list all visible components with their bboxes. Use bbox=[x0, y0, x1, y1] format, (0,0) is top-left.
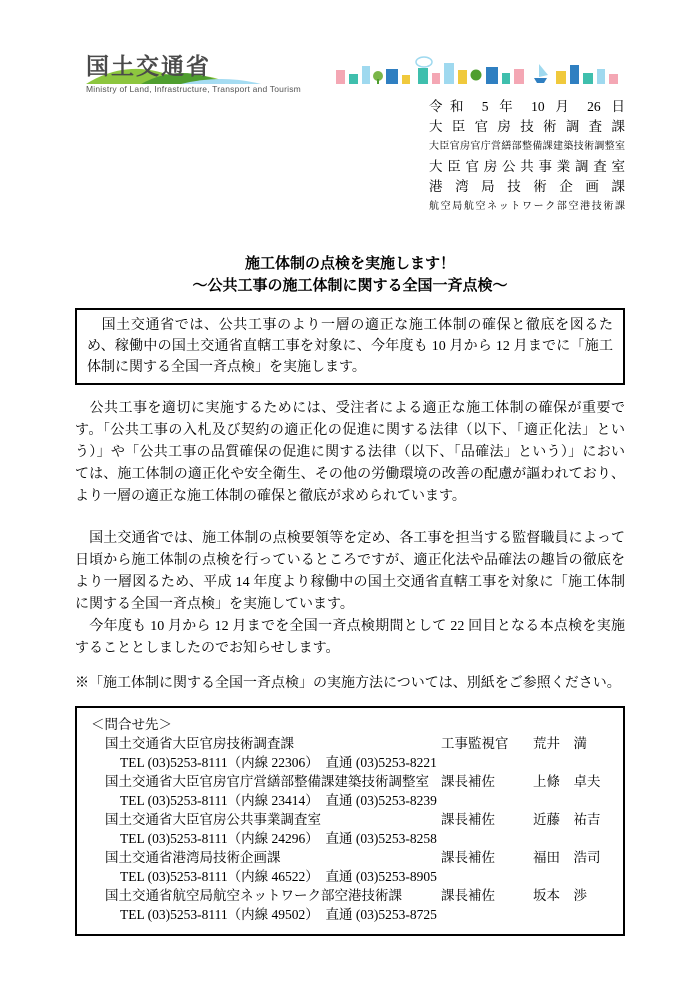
document-date: 令和 5 年 10 月 26 日 bbox=[429, 99, 625, 114]
issuing-department-1: 大臣官房技術調査課 bbox=[429, 119, 625, 134]
contact-phone: TEL (03)5253-8111（内線 23414） 直通 (03)5253-8239 bbox=[120, 793, 437, 808]
contact-phone: TEL (03)5253-8111（内線 24296） 直通 (03)5253-8258 bbox=[120, 831, 437, 846]
contact-entry bbox=[91, 810, 609, 848]
contact-department: 国土交通省大臣官房官庁営繕部整備課建築技術調整室 bbox=[105, 774, 429, 789]
contact-person-name: 上條 卓夫 bbox=[533, 774, 601, 789]
mlit-logo-subtitle: Ministry of Land, Infrastructure, Transport and Tourism bbox=[86, 84, 301, 94]
contact-department: 国土交通省港湾局技術企画課 bbox=[105, 850, 281, 865]
contact-entry bbox=[91, 848, 609, 886]
contact-role: 課長補佐 bbox=[441, 888, 495, 903]
contact-phone: TEL (03)5253-8111（内線 46522） 直通 (03)5253-8905 bbox=[120, 869, 437, 884]
contact-entry-row bbox=[91, 772, 609, 791]
contact-phone: TEL (03)5253-8111（内線 22306） 直通 (03)5253-8221 bbox=[120, 755, 437, 770]
reference-note: ※「施工体制に関する全国一斉点検」の実施方法については、別紙をご参照ください。 bbox=[75, 676, 621, 691]
contact-role: 課長補佐 bbox=[441, 850, 495, 865]
mlit-logo-text: 国土交通省 bbox=[86, 53, 211, 79]
document-body bbox=[75, 398, 625, 695]
issuing-department-3: 大臣官房公共事業調査室 bbox=[429, 159, 625, 174]
contact-person-name: 荒井 満 bbox=[533, 736, 587, 751]
contact-box bbox=[75, 706, 625, 936]
contact-entry-row bbox=[91, 848, 609, 867]
contact-phone: TEL (03)5253-8111（内線 49502） 直通 (03)5253-8725 bbox=[120, 907, 437, 922]
issuing-department-5: 航空局航空ネットワーク部空港技術課 bbox=[429, 201, 625, 212]
dateline bbox=[429, 97, 625, 217]
summary-box bbox=[75, 308, 625, 385]
issuing-department-2: 大臣官房官庁営繕部整備課建築技術調整室 bbox=[429, 141, 625, 152]
contact-role: 課長補佐 bbox=[441, 812, 495, 827]
issuing-department-4: 港湾局技術企画課 bbox=[429, 179, 625, 194]
contact-person-name: 福田 浩司 bbox=[533, 850, 601, 865]
contact-entry-row bbox=[91, 810, 609, 829]
contact-role: 工事監視官 bbox=[441, 736, 509, 751]
contact-entry-row bbox=[91, 886, 609, 905]
summary-text: 国土交通省では、公共工事のより一層の適正な施工体制の確保と徹底を図るため、稼働中の国土交通省直轄工事を対象に、今年度も 10 月から 12 月までに「施工体制に関する全国一斉点検」を実施します。 bbox=[87, 318, 613, 375]
mlit-header bbox=[86, 44, 622, 96]
contact-entry bbox=[91, 772, 609, 810]
contact-heading: ＜問合せ先＞ bbox=[91, 717, 172, 732]
contact-department: 国土交通省航空局航空ネットワーク部空港技術課 bbox=[105, 888, 402, 903]
contact-person-name: 坂本 渉 bbox=[533, 888, 587, 903]
contact-person-name: 近藤 祐吉 bbox=[533, 812, 601, 827]
contact-entry bbox=[91, 734, 609, 772]
body-paragraph-1: 公共工事を適切に実施するためには、受注者による適正な施工体制の確保が重要です。「公共工事の入札及び契約の適正化の促進に関する法律（以下、「適正化法」という）」や「公共工事の品質確保の促進に関する法律（以下、「品確法」という）」においては、施工体制の適正化や安全衛生、その他の労働環境の改善の配慮が謳われており、より一層の適正な施工体制の確保と徹底が求められています。 bbox=[75, 401, 625, 504]
contact-role: 課長補佐 bbox=[441, 774, 495, 789]
title-line-1: 施工体制の点検を実施します！ bbox=[244, 255, 455, 272]
title-line-2: ～公共工事の施工体制に関する全国一斉点検～ bbox=[192, 277, 508, 294]
contact-department: 国土交通省大臣官房公共事業調査室 bbox=[105, 812, 321, 827]
body-paragraph-2: 国土交通省では、施工体制の点検要領等を定め、各工事を担当する監督職員によって日頃から施工体制の点検を行っているところですが、適正化法や品確法の趣旨の徹底をより一層図るため、平成 14 年度より稼働中の国土交通省直轄工事を対象に「施工体制に関する全国一斉点検」を実施しています。 bbox=[75, 531, 625, 612]
contact-department: 国土交通省大臣官房技術調査課 bbox=[105, 736, 294, 751]
document-title bbox=[0, 253, 700, 297]
contact-entry-row bbox=[91, 734, 609, 753]
contact-entry bbox=[91, 886, 609, 924]
body-paragraph-3: 今年度も 10 月から 12 月までを全国一斉点検期間として 22 回目となる本点検を実施することとしましたのでお知らせします。 bbox=[75, 619, 625, 656]
